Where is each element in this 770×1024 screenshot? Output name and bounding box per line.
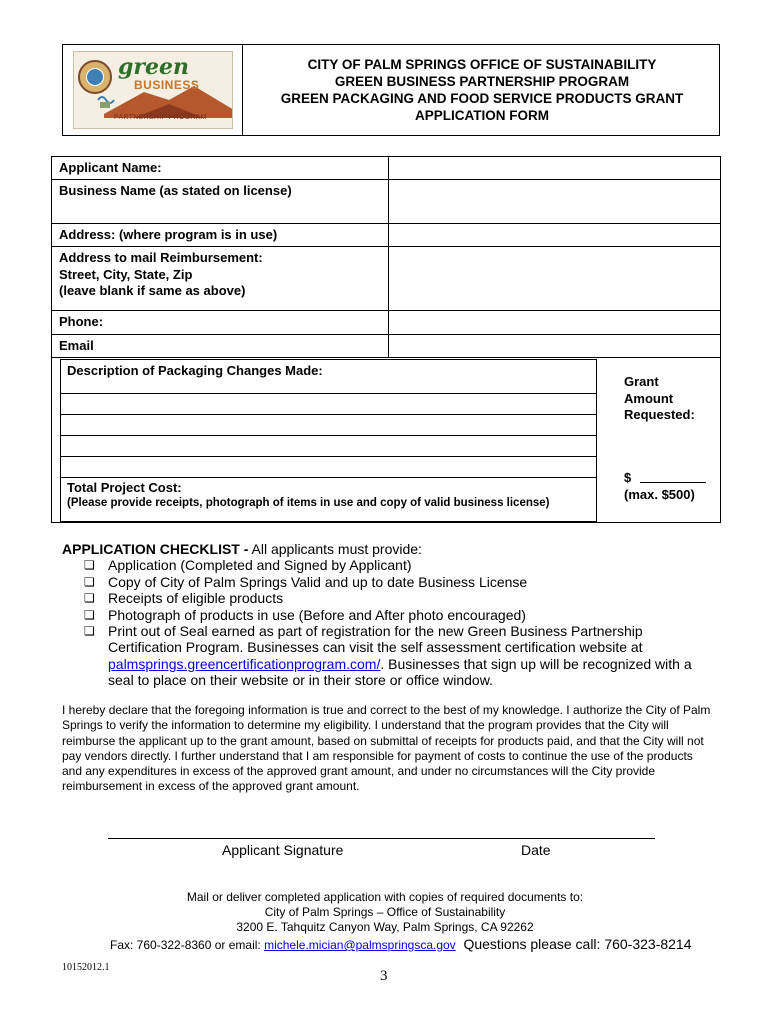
date-label: Date: [521, 842, 551, 858]
mail-address-field[interactable]: [388, 247, 720, 310]
contact-line: [110, 936, 692, 952]
mail-line-1: Mail or deliver completed application with copies of required documents to:: [186, 890, 584, 904]
checklist-title: [62, 541, 712, 557]
applicant-name-field[interactable]: [388, 157, 720, 179]
checklist-item-text: Receipts of eligible products: [108, 590, 284, 607]
checklist-item: [62, 557, 712, 573]
title-line-3: GREEN PACKAGING AND FOOD SERVICE PRODUCTS GRANT: [280, 91, 684, 106]
page-number: 3: [380, 968, 388, 984]
title-line-1: CITY OF PALM SPRINGS OFFICE OF SUSTAINABILITY: [307, 57, 657, 72]
email-field[interactable]: [388, 335, 720, 357]
row-mail-address: [52, 247, 720, 311]
row-email: [52, 335, 720, 357]
row-applicant-name: [52, 157, 720, 180]
row-address: [52, 224, 720, 247]
signature-line[interactable]: [108, 838, 655, 839]
application-checklist: [62, 541, 712, 689]
mail-address-label: Address to mail Reimbursement: Street, City, State, Zip (leave blank if same as above): [59, 250, 263, 298]
grant-max-note: (max. $500): [624, 487, 695, 502]
mailing-instructions: [0, 890, 770, 935]
logo-green-text: green: [118, 54, 189, 80]
questions-text: Questions please call: 760-323-8214: [455, 936, 692, 952]
applicant-info-table: [51, 156, 721, 358]
grant-amount-field[interactable]: [640, 482, 706, 483]
mail-line-3: 3200 E. Tahquitz Canyon Way, Palm Springs, CA 92262: [236, 920, 534, 934]
email-link[interactable]: michele.mician@palmspringsca.gov: [264, 938, 456, 952]
checkbox-icon[interactable]: ❏: [84, 624, 95, 639]
title-line-2: GREEN BUSINESS PARTNERSHIP PROGRAM: [334, 74, 630, 89]
total-project-cost-label: Total Project Cost:: [67, 480, 182, 495]
checklist-item-text: Photograph of products in use (Before and After photo encouraged): [108, 606, 526, 623]
declaration-paragraph: I hereby declare that the foregoing information is true and correct to the best of my knowledge. I authorize the City of Palm Springs to verify the information to determine my eligibility. I understand that the program provides that the City will reimburse the applicant up to the grant amount, based on submittal of receipts for products paid, and that the City will not pay vendors directly. I further understand that I am responsible for payment of costs to continue the use of the products and any expenditures in excess of the approved grant amount, and under no circumstances will the City provide reimbursement in excess of the approved grant amount.: [62, 703, 711, 794]
checklist-item-text-post: . Businesses that sign up will be recognized with a seal to place on their website or in their store or office window.: [108, 655, 692, 689]
green-business-logo: [73, 51, 233, 129]
checkbox-icon[interactable]: ❏: [84, 574, 95, 589]
checkbox-icon[interactable]: ❏: [84, 591, 95, 606]
applicant-signature-label: Applicant Signature: [222, 842, 344, 858]
checklist-item-text: Application (Completed and Signed by Applicant): [108, 557, 412, 574]
total-project-cost-note: (Please provide receipts, photograph of items in use and copy of valid business license): [67, 497, 550, 509]
row-business-name: [52, 180, 720, 224]
logo-business-text: BUSINESS: [134, 78, 200, 92]
packaging-description-box[interactable]: [60, 359, 597, 522]
document-code: 10152012.1: [62, 962, 110, 973]
fax-text: Fax: 760-322-8360 or email:: [110, 938, 265, 952]
row-phone: [52, 311, 720, 335]
logo-program-text: PARTNERSHIP PROGRAM: [114, 114, 207, 121]
checkbox-icon[interactable]: ❏: [84, 607, 95, 622]
business-name-field[interactable]: [388, 180, 720, 223]
mail-line-2: City of Palm Springs – Office of Sustainability: [264, 905, 506, 919]
packaging-section: [51, 357, 721, 523]
address-field[interactable]: [388, 224, 720, 246]
email-label: Email: [59, 338, 94, 353]
checklist-title-bold: APPLICATION CHECKLIST -: [62, 541, 249, 557]
checklist-item-text-pre: Print out of Seal earned as part of registration for the new Green Business Partnership Certification Program. Businesses can visit the self assessment certification website at: [108, 623, 643, 656]
packaging-description-label: Description of Packaging Changes Made:: [67, 363, 323, 378]
checkbox-icon[interactable]: ❏: [84, 558, 95, 573]
grant-dollar-sign: $: [624, 470, 632, 485]
title-line-4: APPLICATION FORM: [415, 108, 549, 123]
checklist-item-text: Copy of City of Palm Springs Valid and up to date Business License: [108, 573, 528, 590]
logo-box: [63, 45, 243, 135]
applicant-name-label: Applicant Name:: [59, 160, 162, 175]
form-header: [62, 44, 720, 136]
checklist-item: [62, 623, 712, 689]
certification-website-link[interactable]: palmsprings.greencertificationprogram.com/: [108, 655, 381, 672]
checklist-item: [62, 607, 712, 623]
form-title: [244, 45, 720, 135]
phone-field[interactable]: [388, 311, 720, 334]
business-name-label: Business Name (as stated on license): [59, 183, 292, 198]
checklist-item: [62, 590, 712, 606]
address-label: Address: (where program is in use): [59, 227, 278, 242]
checklist-title-rest: All applicants must provide:: [248, 541, 422, 557]
grant-amount-label: Grant Amount Requested:: [624, 374, 695, 422]
phone-label: Phone:: [59, 314, 104, 329]
checklist-item: [62, 574, 712, 590]
